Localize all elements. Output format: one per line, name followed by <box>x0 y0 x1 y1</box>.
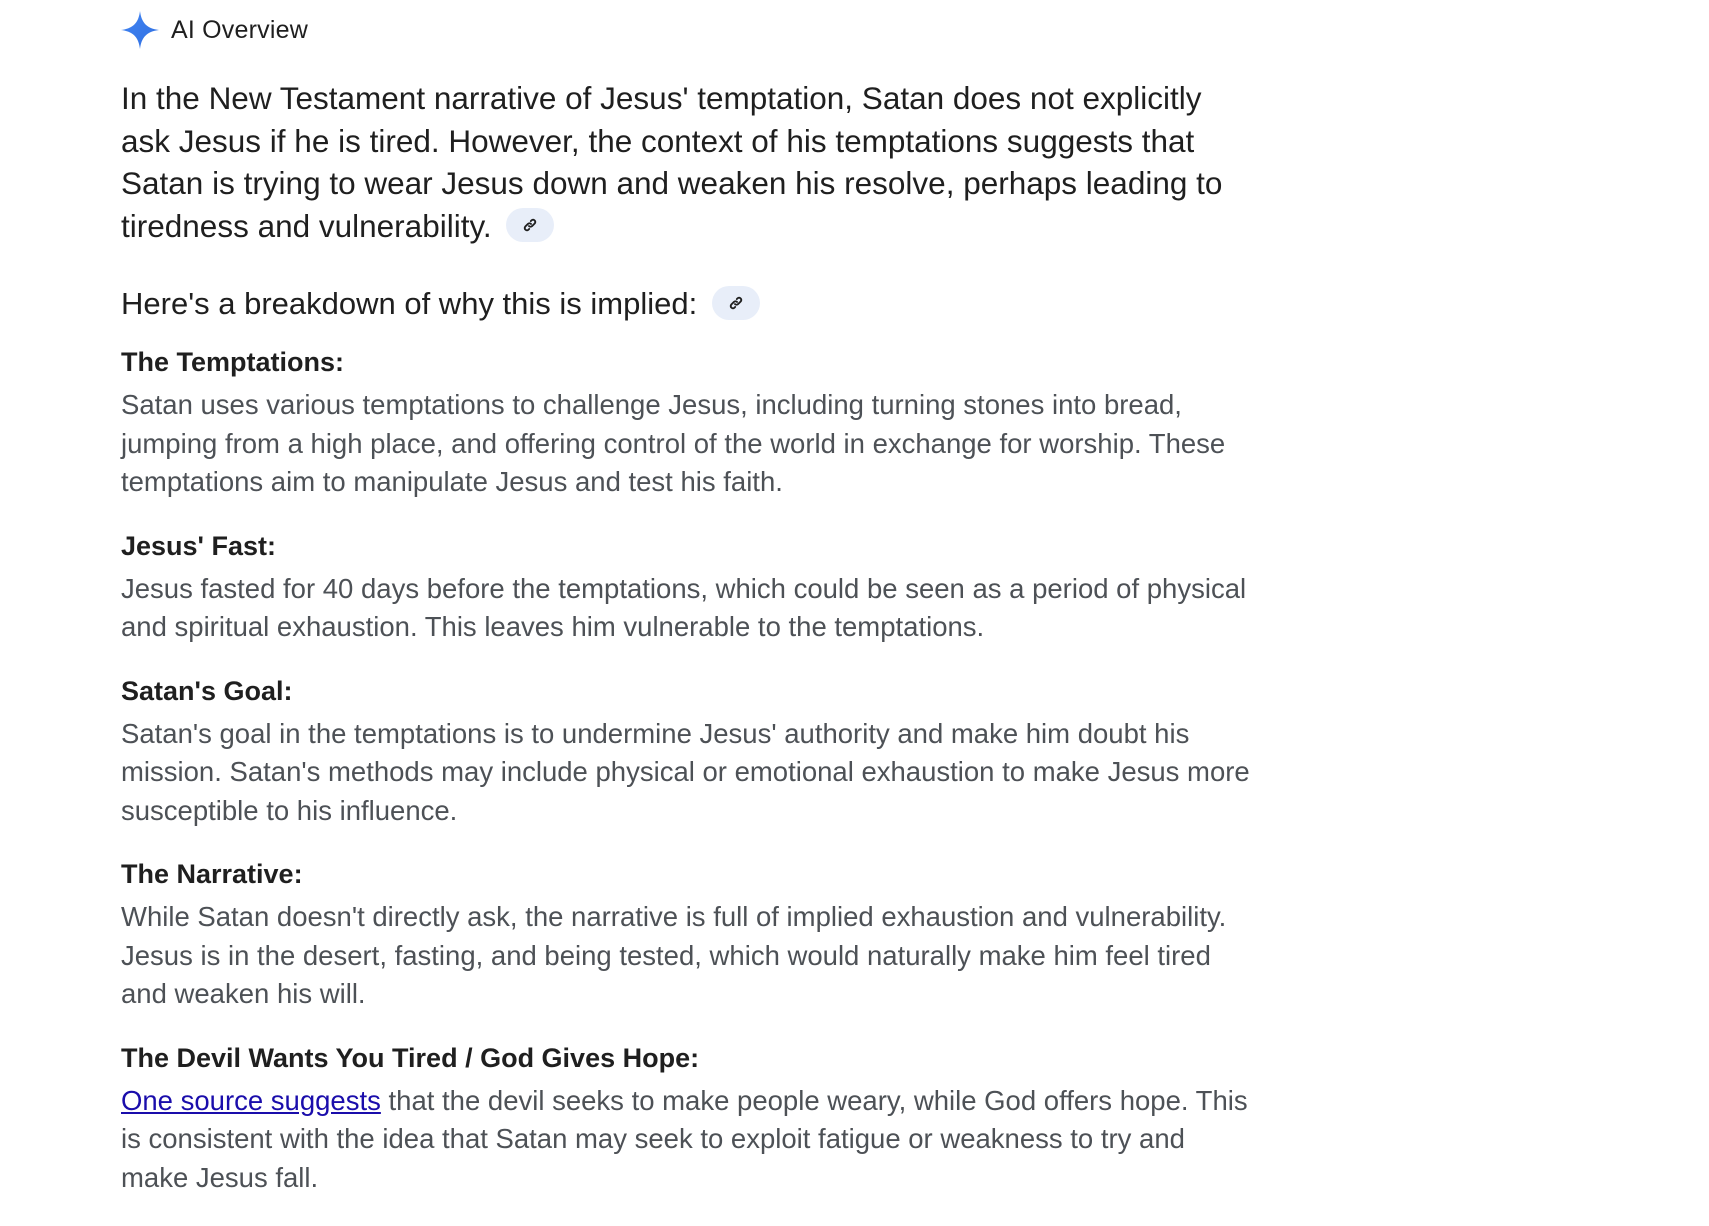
section-narrative <box>121 856 1251 1014</box>
section-title: Jesus' Fast: <box>121 530 276 561</box>
section-title: The Temptations: <box>121 347 345 377</box>
section-devil-wants-you-tired <box>121 1040 1251 1198</box>
ai-overview-title: AI Overview <box>171 15 308 44</box>
section-body: Satan's goal in the temptations is to undermine Jesus' authority and make him doubt his mission. Satan's methods may include physical or emotional exhaustion to make Jesus more susceptible to his influence. <box>121 717 1250 826</box>
section-temptations <box>121 344 1251 502</box>
breakdown-source-link-button[interactable] <box>712 286 760 320</box>
link-icon <box>727 294 745 312</box>
section-body-text: that the devil seeks to make people weary, while God offers hope. This is consistent with the idea that Satan may seek to exploit fatigue or weakness to try and make Jesus fall. <box>121 1084 1248 1193</box>
section-body: While Satan doesn't directly ask, the narrative is full of implied exhaustion and vulnerability. Jesus is in the desert, fasting, and being tested, which would naturally make him feel tired and weaken his will. <box>121 901 1227 1009</box>
section-body: Jesus fasted for 40 days before the temptations, which could be seen as a period of physical and spiritual exhaustion. This leaves him vulnerable to the temptations. <box>121 572 1247 642</box>
ai-overview-header <box>121 0 1251 60</box>
breakdown-heading <box>121 283 1251 325</box>
one-source-link[interactable]: One source suggests <box>121 1084 381 1116</box>
section-title: The Narrative: <box>121 859 303 889</box>
section-jesus-fast <box>121 528 1251 647</box>
breakdown-heading-text: Here's a breakdown of why this is implied: <box>121 286 698 321</box>
intro-text: In the New Testament narrative of Jesus' temptation, Satan does not explicitly ask Jesus if he is tired. However, the context of his temptations suggests that Satan is trying to wear Jesus down and weaken his resolve, perhaps leading to tiredness and vulnerability. <box>121 80 1223 244</box>
ai-overview-panel <box>121 0 1251 1197</box>
link-icon <box>521 216 539 234</box>
intro-paragraph <box>121 77 1251 247</box>
intro-source-link-button[interactable] <box>506 208 554 242</box>
section-body: Satan uses various temptations to challenge Jesus, including turning stones into bread, jumping from a high place, and offering control of the world in exchange for worship. These temptations aim to manipulate Jesus and test his faith. <box>121 389 1226 497</box>
section-title: Satan's Goal: <box>121 675 293 706</box>
section-body <box>121 1082 1251 1198</box>
sparkle-icon <box>119 9 161 51</box>
section-satans-goal <box>121 673 1251 831</box>
section-title: The Devil Wants You Tired / God Gives Hope: <box>121 1042 700 1073</box>
